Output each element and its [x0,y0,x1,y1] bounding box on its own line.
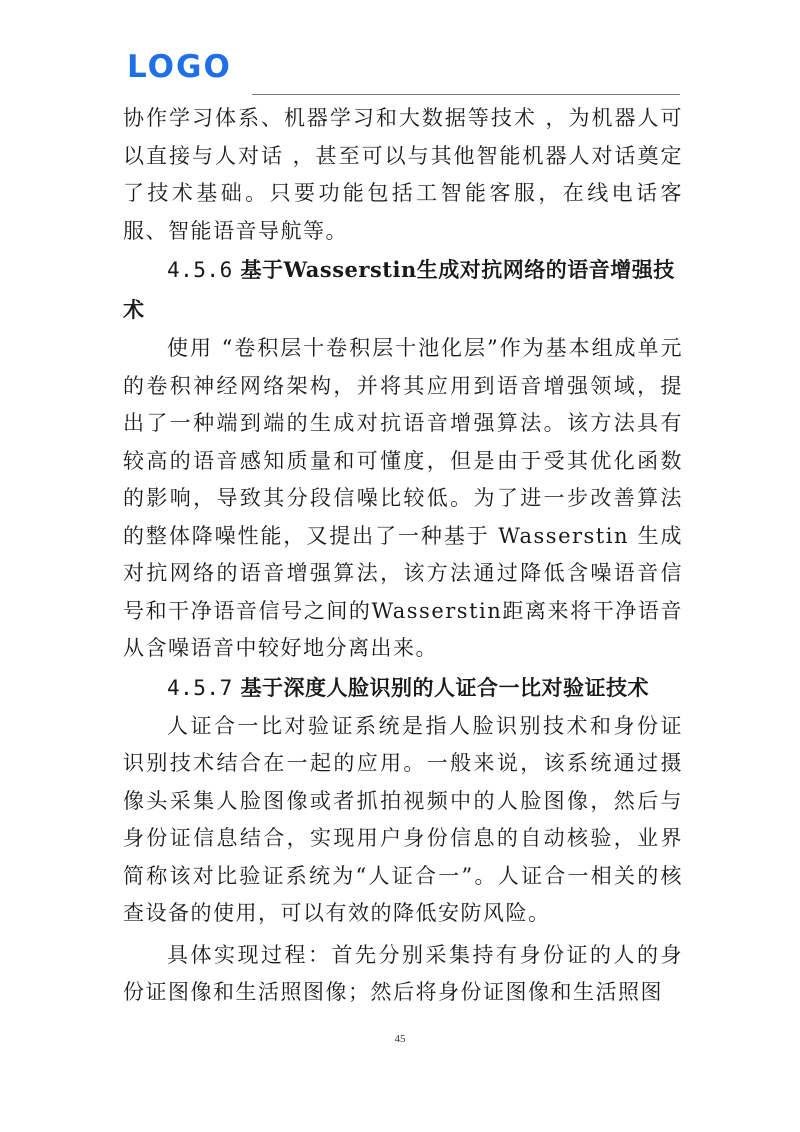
section-heading-4-5-7 [123,668,683,708]
section-heading-4-5-6 [123,250,683,330]
paragraph-3: 人证合一比对验证系统是指人脸识别技术和身份证识别技术结合在一起的应用。一般来说，该系统通过摄像头采集人脸图像或者抓拍视频中的人脸图像，然后与身份证信息结合，实现用户身份信息的自动核验，业界简称该对比验证系统为“人证合一”。人证合一相关的核查设备的使用，可以有效的降低安防风险。 [123,713,683,925]
header-divider [252,94,680,95]
document-body [123,100,683,1012]
paragraph-1: 协作学习体系、机器学习和大数据等技术 ，为机器人可以直接与人对话 ，甚至可以与其他智能机器人对话奠定了技术基础。只要功能包括工智能客服，在线电话客服、智能语音导航等。 [123,106,683,243]
section-number: 4.5.7 [167,675,233,700]
section-title: 基于深度人脸识别的人证合一比对验证技术 [240,674,650,700]
logo: LOGO [127,49,232,85]
section-title: 基于Wasserstin生成对抗网络的语音增强技术 [123,257,675,322]
page-number: 45 [394,1033,406,1045]
section-number: 4.5.6 [167,258,233,282]
paragraph-2: 使用 “卷积层十卷积层十池化层”作为基本组成单元的卷积神经网络架构，并将其应用到语音增强领域，提出了一种端到端的生成对抗语音增强算法。该方法具有较高的语音感知质量和可懂度，但是由于受其优化函数的影响，导致其分段信噪比较低。为了进一步改善算法的整体降噪性能，又提出了一种基于 Wasserstin 生成对抗网络的语音增强算法，该方法通过降低含噪语音信号和干净语音信号之间的Wasserstin距离来将干净语音从含噪语音中较好地分离出来。 [123,336,683,660]
paragraph-4: 具体实现过程：首先分别采集持有身份证的人的身份证图像和生活照图像；然后将身份证图像和生活照图 [123,942,683,1004]
